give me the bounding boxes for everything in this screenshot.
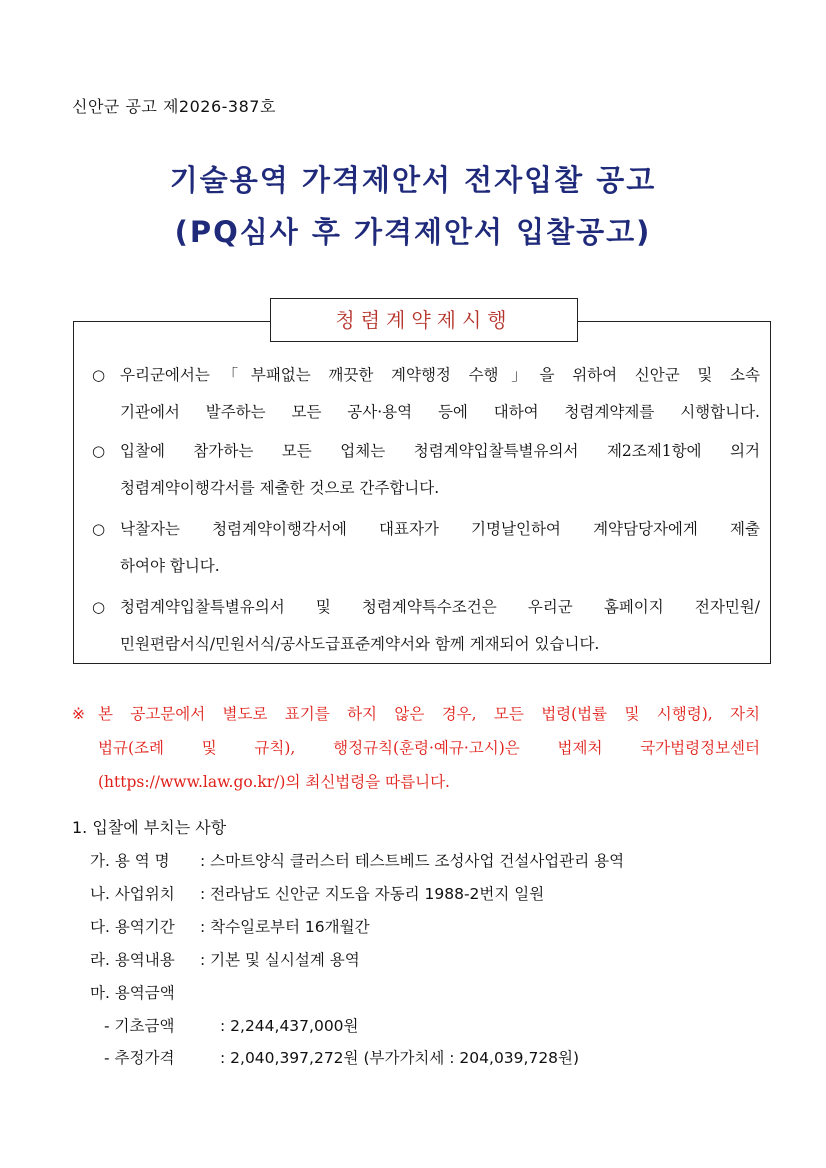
integrity-item-line: 청렴계약이행각서를 제출한 것으로 간주합니다. (120, 479, 440, 497)
bullet-circle: ○ (92, 598, 106, 616)
reference-mark: ※ (72, 705, 85, 723)
info-row-period (90, 915, 370, 937)
integrity-item-line: 청렴계약입찰특별유의서 및 청렴계약특수조건은 우리군 홈페이지 전자민원/ (120, 598, 760, 616)
integrity-item (92, 511, 760, 585)
row-label: - 기초금액 (104, 1017, 175, 1035)
integrity-item (92, 589, 760, 663)
warning-line: 본 공고문에서 별도로 표기를 하지 않은 경우, 모든 법령(법률 및 시행령), 자치 (98, 705, 760, 723)
integrity-item-line: 하여야 합니다. (120, 557, 220, 575)
integrity-item-line: 낙찰자는 청렴계약이행각서에 대표자가 기명날인하여 계약담당자에게 제출 (120, 520, 760, 538)
bullet-circle: ○ (92, 442, 106, 460)
row-value: : 기본 및 실시설계 용역 (200, 951, 360, 969)
info-row-service-name (90, 849, 624, 871)
integrity-item-line: 입찰에 참가하는 모든 업체는 청렴계약입찰특별유의서 제2조제1항에 의거 (120, 442, 760, 460)
bullet-circle: ○ (92, 366, 106, 384)
row-label: 라. 용역내용 (90, 951, 175, 969)
integrity-item (92, 433, 760, 507)
row-value: : 2,040,397,272원 (부가가치세 : 204,039,728원) (220, 1049, 580, 1067)
info-row-content (90, 948, 360, 970)
warning-line: 법규(조례 및 규칙), 행정규칙(훈령·예규·고시)은 법제처 국가법령정보센터 (98, 739, 760, 757)
row-value: : 전라남도 신안군 지도읍 자동리 1988-2번지 일원 (200, 885, 545, 903)
section-heading: 1. 입찰에 부치는 사항 (72, 818, 227, 837)
integrity-item-line: 기관에서 발주하는 모든 공사·용역 등에 대하여 청렴계약제를 시행합니다. (120, 403, 760, 421)
row-value: : 스마트양식 클러스터 테스트베드 조성사업 건설사업관리 용역 (200, 852, 625, 870)
info-row-location (90, 882, 544, 904)
document-title-line1: 기술용역 가격제안서 전자입찰 공고 (169, 163, 657, 197)
row-label: 마. 용역금액 (90, 984, 175, 1002)
document-title-line2: (PQ심사 후 가격제안서 입찰공고) (174, 215, 652, 249)
warning-line: (https://www.law.go.kr/)의 최신법령을 따릅니다. (98, 773, 450, 791)
row-value: : 2,244,437,000원 (220, 1017, 359, 1035)
row-label: 다. 용역기간 (90, 918, 175, 936)
row-label: - 추정가격 (104, 1049, 175, 1067)
info-row-amount (90, 981, 175, 1003)
integrity-box-heading: 청렴계약제시행 (270, 298, 578, 342)
row-value: : 착수일로부터 16개월간 (200, 918, 370, 936)
law-reference-warning (72, 697, 760, 799)
info-row-base-amount (104, 1014, 359, 1036)
row-label: 나. 사업위치 (90, 885, 175, 903)
bullet-circle: ○ (92, 520, 106, 538)
notice-number: 신안군 공고 제2026-387호 (72, 97, 276, 116)
row-label: 가. 용 역 명 (90, 852, 170, 870)
integrity-item-line: 민원편람서식/민원서식/공사도급표준계약서와 함께 게재되어 있습니다. (120, 635, 600, 653)
integrity-item-line: 우리군에서는「부패없는 깨끗한 계약행정 수행」을 위하여 신안군 및 소속 (120, 366, 760, 384)
integrity-item (92, 357, 760, 431)
info-row-estimated-price (104, 1046, 579, 1068)
